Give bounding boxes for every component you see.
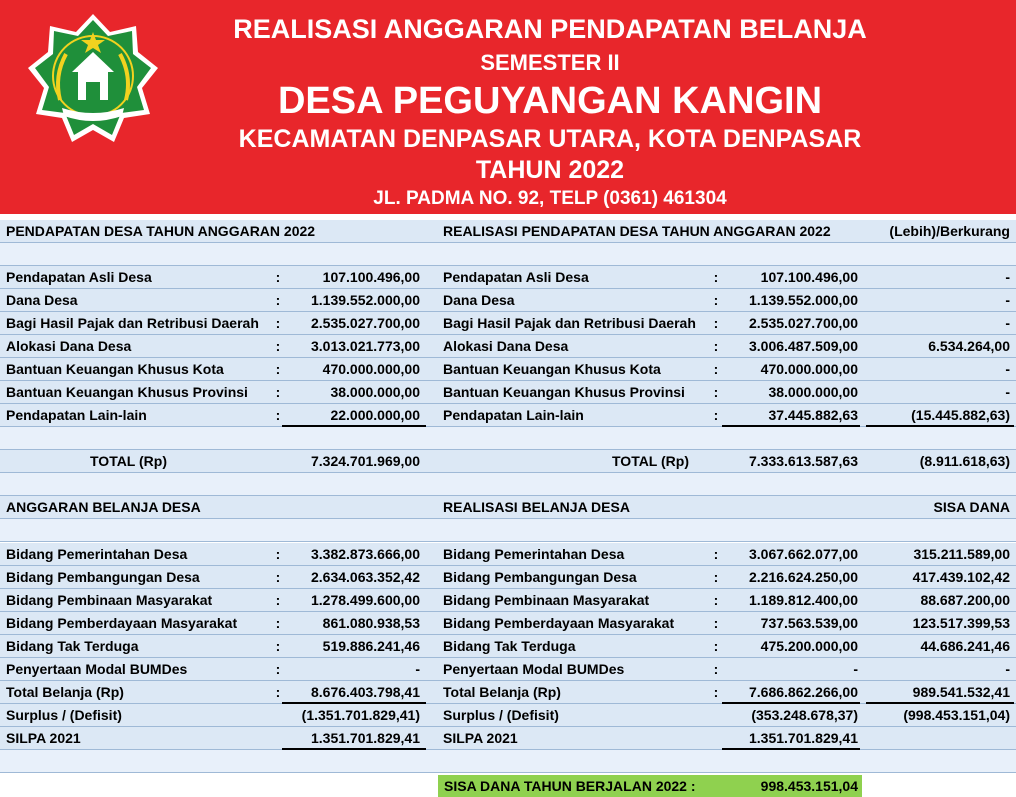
row-label: Pendapatan Asli Desa (6, 269, 152, 285)
spacer-row (0, 519, 1016, 542)
total-label-realisasi: TOTAL (Rp) (612, 453, 689, 469)
report-year: TAHUN 2022 (475, 156, 625, 184)
pendapatan-row: Bantuan Keuangan Khusus Kota : 470.000.000,00 Bantuan Keuangan Khusus Kota : 470.000.000,00 - (0, 358, 1016, 381)
row-label-realisasi: Penyertaan Modal BUMDes (443, 661, 625, 677)
row-label: Alokasi Dana Desa (6, 338, 132, 354)
pendapatan-row: Pendapatan Asli Desa : 107.100.496,00 Pendapatan Asli Desa : 107.100.496,00 - (0, 266, 1016, 289)
realisasi-value: 2.535.027.700,00 (749, 315, 858, 331)
row-label: Bantuan Keuangan Khusus Kota (6, 361, 224, 377)
village-emblem-icon (26, 12, 160, 148)
district-city: KECAMATAN DENPASAR UTARA, KOTA DENPASAR (238, 125, 862, 153)
selisih-value: - (1005, 269, 1010, 285)
title-semester: SEMESTER II (480, 50, 620, 75)
total-selisih: (8.911.618,63) (919, 453, 1010, 469)
total-belanja-label: Total Belanja (Rp) (6, 684, 124, 700)
pendapatan-row: Bagi Hasil Pajak dan Retribusi Daerah : 2.535.027.700,00 Bagi Hasil Pajak dan Retribusi Daerah : 2.535.027.700,00 - (0, 312, 1016, 335)
belanja-total-row: Total Belanja (Rp) : 8.676.403.798,41 Total Belanja (Rp) : 7.686.862.266,00 989.541.532,41 (0, 681, 1016, 704)
pendapatan-row: Dana Desa : 1.139.552.000,00 Dana Desa : 1.139.552.000,00 - (0, 289, 1016, 312)
pendapatan-row: Pendapatan Lain-lain : 22.000.000,00 Pendapatan Lain-lain : 37.445.882,63 (15.445.882,63) (0, 404, 1016, 427)
pendapatan-header-left: PENDAPATAN DESA TAHUN ANGGARAN 2022 (6, 223, 316, 239)
anggaran-value: 3.382.873.666,00 (311, 546, 420, 562)
budget-sheet (0, 214, 1016, 797)
row-label-realisasi: Bidang Pemberdayaan Masyarakat (443, 615, 675, 631)
row-label: Dana Desa (6, 292, 78, 308)
belanja-row: Bidang Pembinaan Masyarakat : 1.278.499.600,00 Bidang Pembinaan Masyarakat : 1.189.812.400,00 88.687.200,00 (0, 589, 1016, 612)
surplus-row (0, 704, 1016, 727)
realisasi-value: 2.216.624.250,00 (749, 569, 858, 585)
row-label-realisasi: Pendapatan Lain-lain (443, 407, 584, 423)
total-belanja-realisasi: 7.686.862.266,00 (749, 684, 858, 700)
row-label: Bagi Hasil Pajak dan Retribusi Daerah (6, 315, 259, 331)
sisa-dana-berjalan-label: SISA DANA TAHUN BERJALAN 2022 : (444, 778, 696, 794)
sisa-dana-berjalan-value: 998.453.151,04 (760, 778, 858, 794)
total-realisasi: 7.333.613.587,63 (749, 453, 858, 469)
sisa-value: 88.687.200,00 (920, 592, 1010, 608)
belanja-row: Bidang Pemerintahan Desa : 3.382.873.666,00 Bidang Pemerintahan Desa : 3.067.662.077,00 315.211.589,00 (0, 543, 1016, 566)
sisa-value: 417.439.102,42 (912, 569, 1010, 585)
anggaran-value: 2.634.063.352,42 (311, 569, 420, 585)
pendapatan-header-row (0, 220, 1016, 243)
belanja-header-left: ANGGARAN BELANJA DESA (6, 499, 201, 515)
selisih-value: 6.534.264,00 (928, 338, 1010, 354)
total-anggaran: 7.324.701.969,00 (311, 453, 420, 469)
sisa-value: 315.211.589,00 (913, 546, 1010, 562)
belanja-row: Bidang Pembangungan Desa : 2.634.063.352,42 Bidang Pembangungan Desa : 2.216.624.250,00 417.439.102,42 (0, 566, 1016, 589)
selisih-value: - (1005, 384, 1010, 400)
anggaran-value: - (415, 661, 420, 677)
selisih-value: (15.445.882,63) (911, 407, 1010, 423)
sisa-value: 123.517.399,53 (912, 615, 1010, 631)
pendapatan-header-right: REALISASI PENDAPATAN DESA TAHUN ANGGARAN 2022 (443, 223, 831, 239)
anggaran-value: 1.139.552.000,00 (311, 292, 420, 308)
realisasi-value: - (853, 661, 858, 677)
row-label-realisasi: Pendapatan Asli Desa (443, 269, 589, 285)
total-belanja-sisa: 989.541.532,41 (912, 684, 1010, 700)
row-label-realisasi: Dana Desa (443, 292, 515, 308)
surplus-anggaran: (1.351.701.829,41) (301, 707, 420, 723)
address-phone: JL. PADMA NO. 92, TELP (0361) 461304 (373, 188, 727, 209)
row-label: Bidang Pemberdayaan Masyarakat (6, 615, 238, 631)
row-label: Bidang Tak Terduga (6, 638, 139, 654)
row-label: Bidang Pembangungan Desa (6, 569, 200, 585)
anggaran-value: 107.100.496,00 (322, 269, 420, 285)
realisasi-value: 1.139.552.000,00 (749, 292, 858, 308)
row-label-realisasi: Alokasi Dana Desa (443, 338, 569, 354)
pendapatan-row: Bantuan Keuangan Khusus Provinsi : 38.000.000,00 Bantuan Keuangan Khusus Provinsi : 38.000.000,00 - (0, 381, 1016, 404)
realisasi-value: 38.000.000,00 (768, 384, 858, 400)
realisasi-value: 470.000.000,00 (760, 361, 858, 377)
belanja-row: Bidang Tak Terduga : 519.886.241,46 Bidang Tak Terduga : 475.200.000,00 44.686.241,46 (0, 635, 1016, 658)
surplus-realisasi: (353.248.678,37) (751, 707, 858, 723)
anggaran-value: 519.886.241,46 (322, 638, 420, 654)
surplus-sisa: (998.453.151,04) (903, 707, 1010, 723)
row-label-realisasi: Bidang Tak Terduga (443, 638, 576, 654)
belanja-row: Bidang Pemberdayaan Masyarakat : 861.080.938,53 Bidang Pemberdayaan Masyarakat : 737.563.539,00 123.517.399,53 (0, 612, 1016, 635)
row-label: Penyertaan Modal BUMDes (6, 661, 188, 677)
row-label-realisasi: Bidang Pembinaan Masyarakat (443, 592, 650, 608)
row-label: Bidang Pembinaan Masyarakat (6, 592, 213, 608)
total-belanja-anggaran: 8.676.403.798,41 (311, 684, 420, 700)
anggaran-value: 2.535.027.700,00 (311, 315, 420, 331)
anggaran-value: 22.000.000,00 (330, 407, 420, 423)
spacer-row (0, 427, 1016, 450)
selisih-value: - (1005, 315, 1010, 331)
spacer-row (0, 473, 1016, 496)
realisasi-value: 107.100.496,00 (760, 269, 858, 285)
realisasi-value: 3.006.487.509,00 (749, 338, 858, 354)
anggaran-value: 1.278.499.600,00 (311, 592, 420, 608)
anggaran-value: 470.000.000,00 (322, 361, 420, 377)
pendapatan-header-diff: (Lebih)/Berkurang (889, 223, 1010, 239)
row-label: Pendapatan Lain-lain (6, 407, 147, 423)
total-belanja-label-realisasi: Total Belanja (Rp) (443, 684, 561, 700)
anggaran-value: 861.080.938,53 (322, 615, 420, 631)
row-label: Bantuan Keuangan Khusus Provinsi (6, 384, 248, 400)
sisa-value: 44.686.241,46 (920, 638, 1010, 654)
belanja-header-row (0, 496, 1016, 519)
anggaran-value: 38.000.000,00 (330, 384, 420, 400)
report-header (0, 0, 1016, 214)
spacer-row (0, 750, 1016, 773)
sisa-dana-berjalan-highlight (438, 775, 862, 797)
row-label-realisasi: Bantuan Keuangan Khusus Kota (443, 361, 661, 377)
realisasi-value: 3.067.662.077,00 (749, 546, 858, 562)
pendapatan-row: Alokasi Dana Desa : 3.013.021.773,00 Alokasi Dana Desa : 3.006.487.509,00 6.534.264,00 (0, 335, 1016, 358)
belanja-row: Penyertaan Modal BUMDes : - Penyertaan Modal BUMDes : - - (0, 658, 1016, 681)
realisasi-value: 37.445.882,63 (768, 407, 858, 423)
belanja-header-diff: SISA DANA (933, 499, 1010, 515)
row-label-realisasi: Bidang Pembangungan Desa (443, 569, 637, 585)
pendapatan-total-row (0, 450, 1016, 473)
silpa-label: SILPA 2021 (6, 730, 81, 746)
silpa-realisasi: 1.351.701.829,41 (749, 730, 858, 746)
realisasi-value: 475.200.000,00 (760, 638, 858, 654)
village-name: DESA PEGUYANGAN KANGIN (277, 80, 823, 122)
realisasi-value: 737.563.539,00 (760, 615, 858, 631)
silpa-anggaran: 1.351.701.829,41 (311, 730, 420, 746)
belanja-header-right: REALISASI BELANJA DESA (443, 499, 630, 515)
row-label-realisasi: Bidang Pemerintahan Desa (443, 546, 625, 562)
selisih-value: - (1005, 361, 1010, 377)
silpa-row (0, 727, 1016, 750)
silpa-label-realisasi: SILPA 2021 (443, 730, 518, 746)
surplus-label: Surplus / (Defisit) (6, 707, 122, 723)
row-label: Bidang Pemerintahan Desa (6, 546, 188, 562)
title-line-1: REALISASI ANGGARAN PENDAPATAN BELANJA (233, 14, 867, 44)
realisasi-value: 1.189.812.400,00 (749, 592, 858, 608)
total-label: TOTAL (Rp) (90, 453, 167, 469)
anggaran-value: 3.013.021.773,00 (311, 338, 420, 354)
selisih-value: - (1005, 292, 1010, 308)
surplus-label-realisasi: Surplus / (Defisit) (443, 707, 559, 723)
row-label-realisasi: Bagi Hasil Pajak dan Retribusi Daerah (443, 315, 696, 331)
spacer-row (0, 243, 1016, 266)
sisa-value: - (1005, 661, 1010, 677)
row-label-realisasi: Bantuan Keuangan Khusus Provinsi (443, 384, 685, 400)
